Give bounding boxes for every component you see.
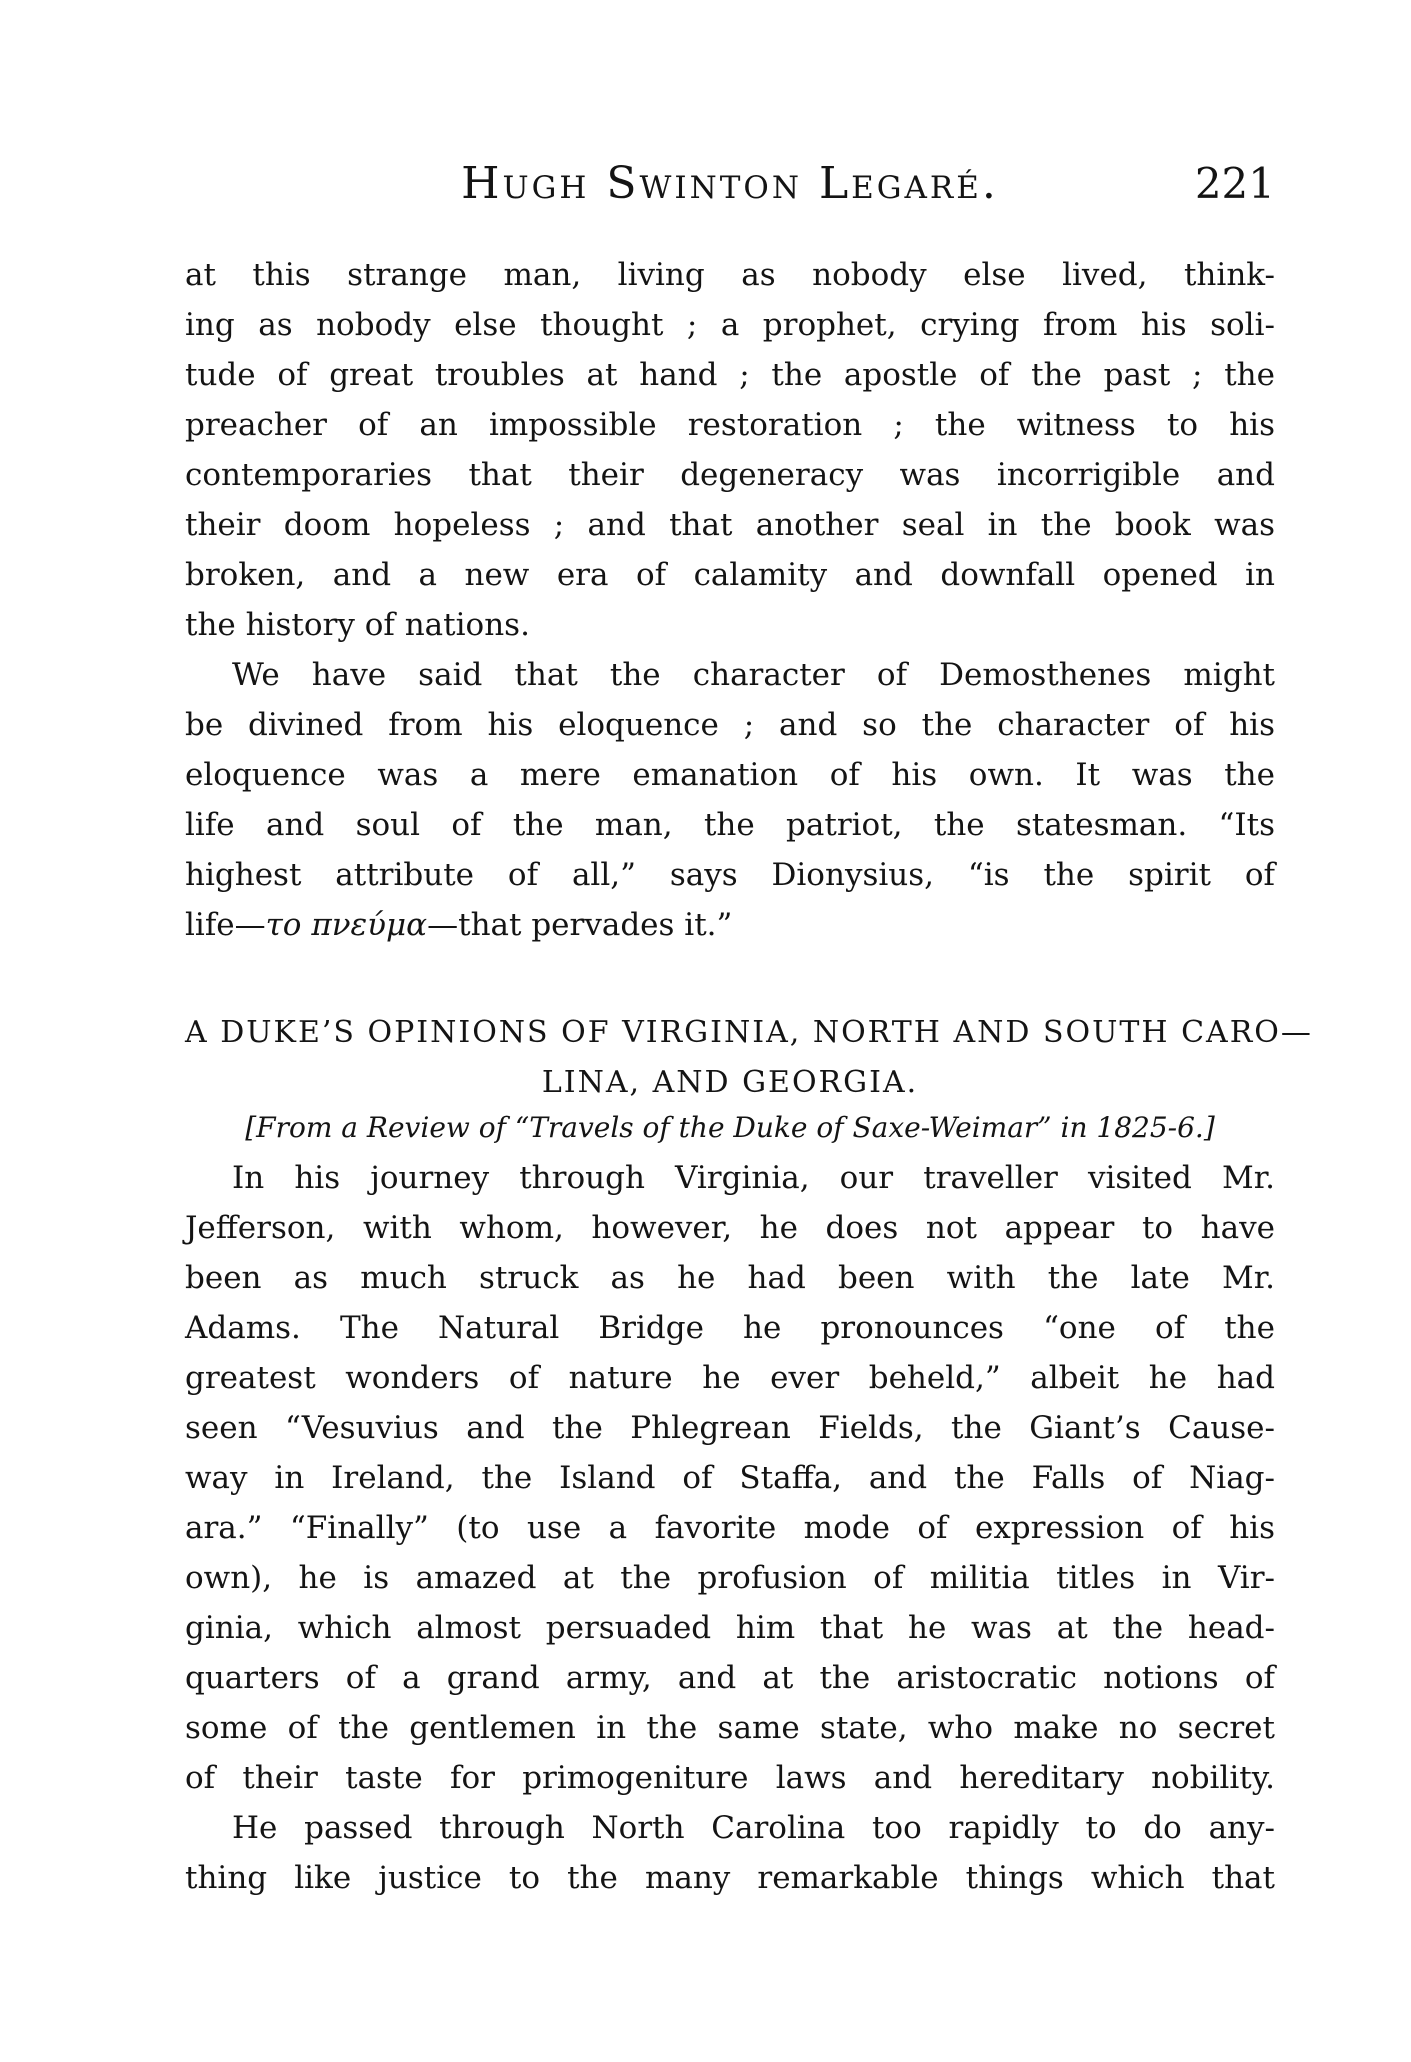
text-line: seen “Vesuvius and the Phlegrean Fields, the Giant’s Cause- xyxy=(185,1410,1275,1446)
paragraph-3 xyxy=(185,1153,1275,1803)
text-line: In his journey through Virginia, our traveller visited Mr. xyxy=(232,1160,1275,1196)
text-segment: —that pervades it.” xyxy=(427,907,733,943)
text-line: own), he is amazed at the profusion of militia titles in Vir- xyxy=(185,1560,1275,1596)
text-line: ing as nobody else thought ; a prophet, crying from his soli- xyxy=(185,307,1275,343)
text-line: preacher of an impossible restoration ; the witness to his xyxy=(185,407,1275,443)
text-line: He passed through North Carolina too rapidly to do any- xyxy=(232,1810,1275,1846)
text-line: tude of great troubles at hand ; the apostle of the past ; the xyxy=(185,357,1275,393)
section-heading xyxy=(185,1008,1313,1108)
text-line: at this strange man, living as nobody else lived, think- xyxy=(185,257,1275,293)
text-line: Adams. The Natural Bridge he pronounces “one of the xyxy=(185,1310,1275,1346)
page-header-title: Hugh Swinton Legaré. xyxy=(461,158,999,209)
paragraph-2 xyxy=(185,650,1275,950)
text-line: life and soul of the man, the patriot, the statesman. “Its xyxy=(185,807,1275,843)
source-note: [From a Review of “Travels of the Duke of Saxe-Weimar” in 1825-6.] xyxy=(245,1111,1215,1144)
text-line: We have said that the character of Demosthenes might xyxy=(232,657,1275,693)
text-line xyxy=(185,900,1275,950)
text-line: ginia, which almost persuaded him that he was at the head- xyxy=(185,1610,1275,1646)
text-line: Jefferson, with whom, however, he does not appear to have xyxy=(185,1210,1275,1246)
text-line: ara.” “Finally” (to use a favorite mode of expression of his xyxy=(185,1510,1275,1546)
greek-phrase: το πνεύμα xyxy=(265,907,428,943)
text-line: quarters of a grand army, and at the aristocratic notions of xyxy=(185,1660,1275,1696)
paragraph-1 xyxy=(185,250,1275,650)
text-line: eloquence was a mere emanation of his own. It was the xyxy=(185,757,1275,793)
page-header xyxy=(185,158,1275,210)
text-line: contemporaries that their degeneracy was incorrigible and xyxy=(185,457,1275,493)
paragraph-4 xyxy=(185,1803,1275,1903)
text-segment: life— xyxy=(185,907,266,943)
text-line: highest attribute of all,” says Dionysius, “is the spirit of xyxy=(185,857,1275,893)
text-line: be divined from his eloquence ; and so the character of his xyxy=(185,707,1275,743)
text-line: been as much struck as he had been with the late Mr. xyxy=(185,1260,1275,1296)
text-line: the history of nations. xyxy=(185,607,530,643)
text-line: greatest wonders of nature he ever beheld,” albeit he had xyxy=(185,1360,1275,1396)
text-line: of their taste for primogeniture laws and hereditary nobility. xyxy=(185,1760,1275,1796)
text-line: their doom hopeless ; and that another seal in the book was xyxy=(185,507,1275,543)
page-number: 221 xyxy=(1194,159,1275,208)
text-line: broken, and a new era of calamity and downfall opened in xyxy=(185,557,1275,593)
text-line: thing like justice to the many remarkable things which that xyxy=(185,1860,1275,1896)
section-heading-line-2: LINA, AND GEORGIA. xyxy=(541,1065,919,1100)
text-line: way in Ireland, the Island of Staffa, and the Falls of Niag- xyxy=(185,1460,1275,1496)
section-heading-line-1: A DUKE’S OPINIONS OF VIRGINIA, NORTH AND SOUTH CARO— xyxy=(185,1015,1313,1050)
text-line: some of the gentlemen in the same state, who make no secret xyxy=(185,1710,1275,1746)
text-block xyxy=(185,250,1313,1903)
